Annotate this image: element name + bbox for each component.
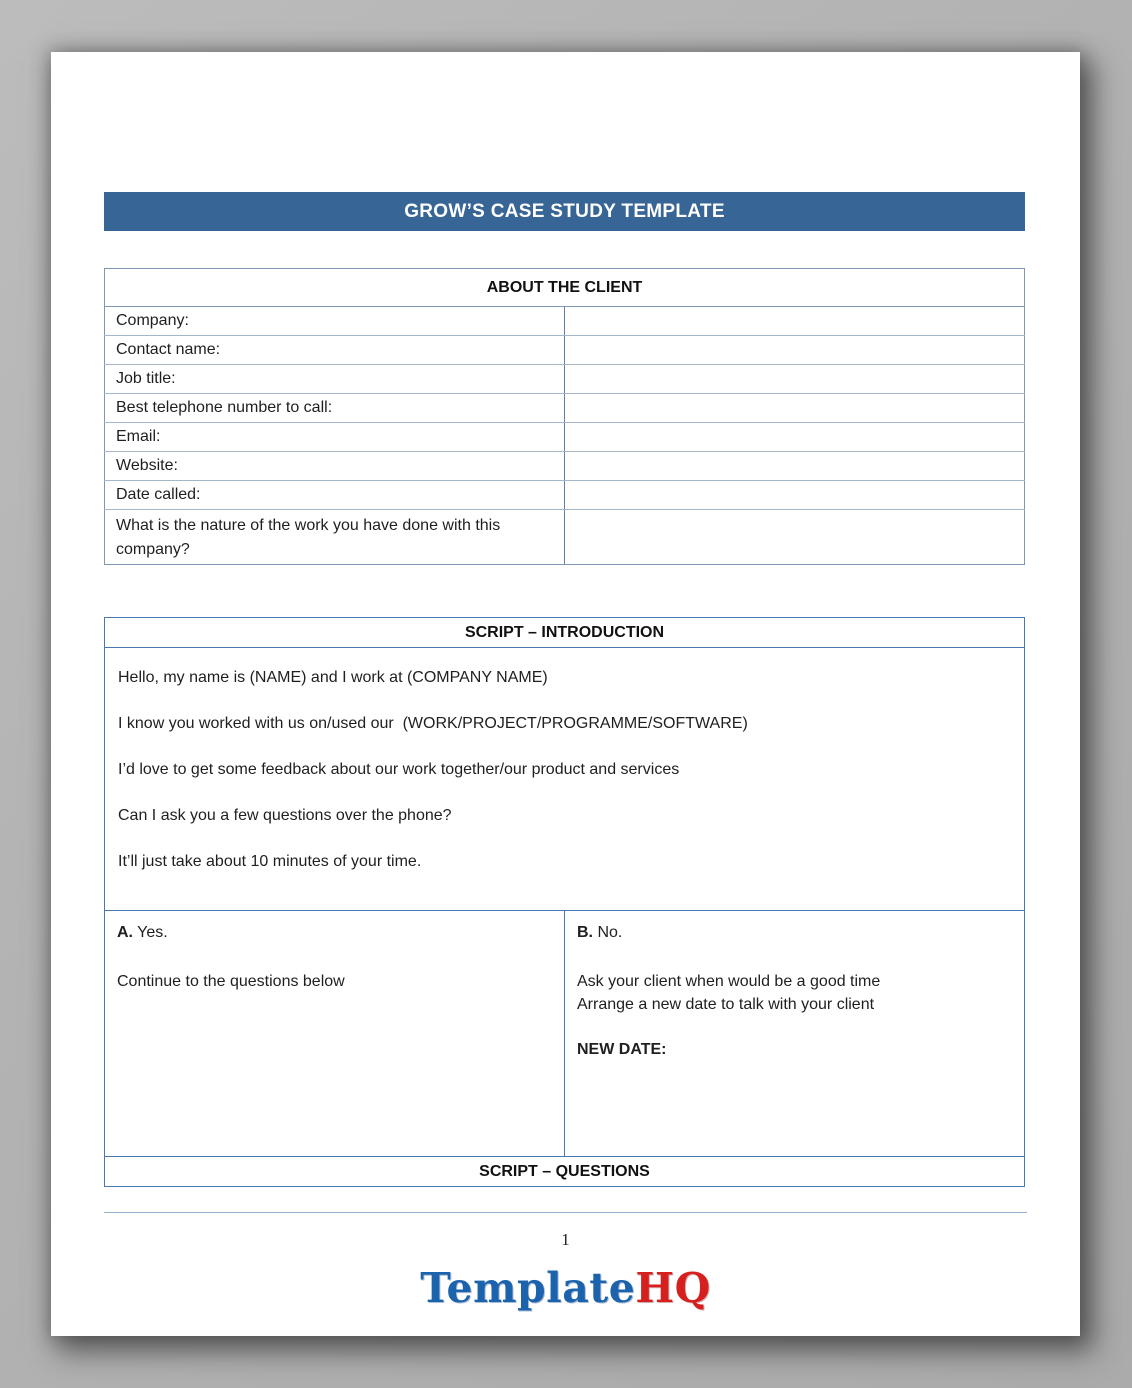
telephone-value-cell[interactable]: [565, 394, 1025, 423]
website-value-cell[interactable]: [565, 452, 1025, 481]
logo-text-template: Template: [420, 1264, 636, 1312]
about-client-header: ABOUT THE CLIENT: [105, 269, 1025, 307]
script-intro-header: SCRIPT – INTRODUCTION: [105, 618, 1025, 648]
table-row: [105, 365, 1025, 394]
table-row: [105, 307, 1025, 336]
job-title-value-cell[interactable]: [565, 365, 1025, 394]
nature-of-work-value-cell[interactable]: [565, 510, 1025, 565]
option-b-instructions: [577, 970, 1010, 1016]
footer-divider: [104, 1212, 1027, 1213]
nature-of-work-label: What is the nature of the work you have done with this company?: [105, 510, 565, 565]
document-title-bar: [104, 192, 1025, 231]
table-row: [105, 394, 1025, 423]
option-b-answer: No.: [593, 924, 623, 941]
script-line: Can I ask you a few questions over the phone?: [118, 807, 452, 824]
contact-name-label: Contact name:: [105, 336, 565, 365]
script-questions-header-row: [105, 1157, 1025, 1187]
logo-text-hq: HQ: [635, 1264, 711, 1312]
table-row: [105, 452, 1025, 481]
option-a-answer: Yes.: [133, 924, 168, 941]
script-intro-cell: [105, 648, 1025, 911]
option-b-line: Arrange a new date to talk with your client: [577, 996, 875, 1013]
script-questions-header: SCRIPT – QUESTIONS: [105, 1157, 1025, 1187]
document-title: GROW’S CASE STUDY TEMPLATE: [404, 200, 725, 222]
script-intro-body-row: [105, 648, 1025, 911]
table-row: [105, 336, 1025, 365]
option-b-prefix: B.: [577, 924, 593, 941]
table-row: [105, 423, 1025, 452]
website-label: Website:: [105, 452, 565, 481]
about-client-table: [104, 268, 1025, 565]
email-value-cell[interactable]: [565, 423, 1025, 452]
company-label: Company:: [105, 307, 565, 336]
templatehq-logo: [51, 1264, 1080, 1312]
option-a-cell: [105, 911, 565, 1157]
option-a-instruction: Continue to the questions below: [117, 973, 345, 990]
script-intro-header-row: [105, 618, 1025, 648]
script-line: I’d love to get some feedback about our work together/our product and services: [118, 761, 680, 778]
script-line: It’ll just take about 10 minutes of your time.: [118, 853, 422, 870]
table-row: [105, 510, 1025, 565]
options-row: [105, 911, 1025, 1157]
option-b-title: [577, 922, 1010, 943]
option-b-line: Ask your client when would be a good time: [577, 973, 881, 990]
date-called-value-cell[interactable]: [565, 481, 1025, 510]
page-number: 1: [561, 1230, 570, 1249]
contact-name-value-cell[interactable]: [565, 336, 1025, 365]
job-title-label: Job title:: [105, 365, 565, 394]
option-a-title: [117, 922, 550, 943]
telephone-label: Best telephone number to call:: [105, 394, 565, 423]
script-table: [104, 617, 1025, 1187]
email-label: Email:: [105, 423, 565, 452]
document-page: [51, 52, 1080, 1336]
date-called-label: Date called:: [105, 481, 565, 510]
new-date-label: NEW DATE:: [577, 1041, 667, 1058]
option-b-cell: [565, 911, 1025, 1157]
table-row: [105, 481, 1025, 510]
option-a-prefix: A.: [117, 924, 133, 941]
script-line: I know you worked with us on/used our (WORK/PROJECT/PROGRAMME/SOFTWARE): [118, 715, 748, 732]
company-value-cell[interactable]: [565, 307, 1025, 336]
table-header-row: [105, 269, 1025, 307]
script-line: Hello, my name is (NAME) and I work at (COMPANY NAME): [118, 669, 548, 686]
